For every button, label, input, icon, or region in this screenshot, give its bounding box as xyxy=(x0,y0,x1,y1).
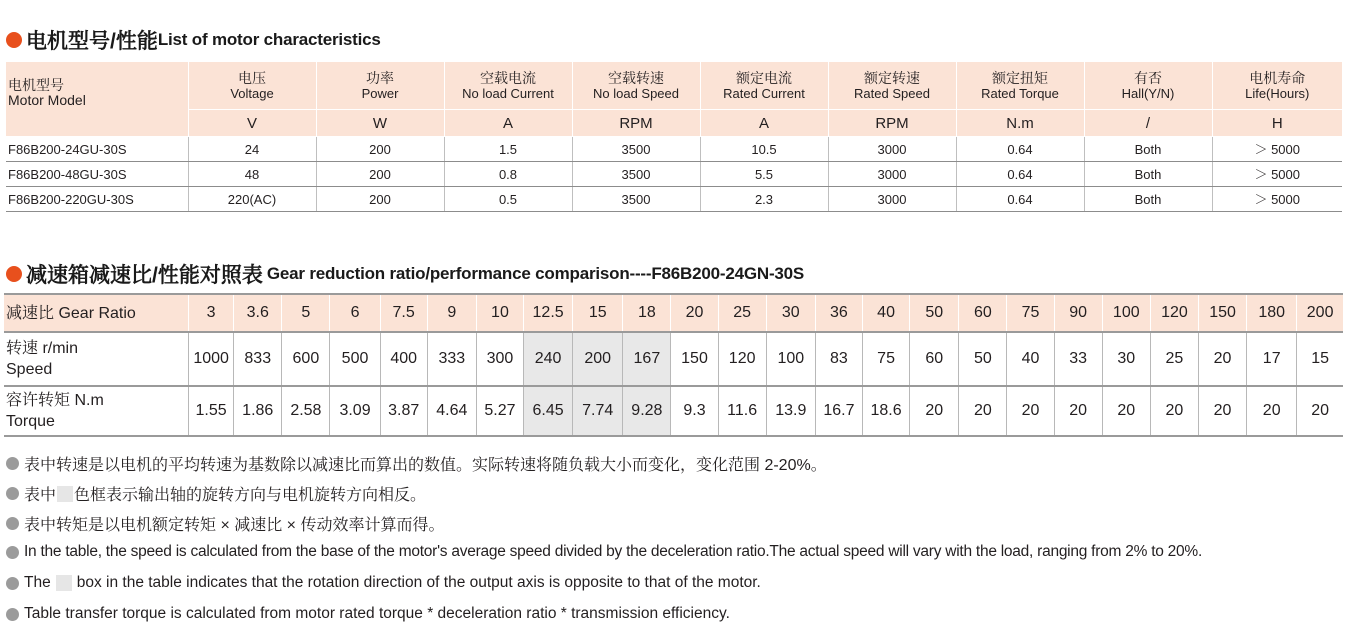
col-en: Rated Current xyxy=(723,85,805,101)
gear-ratio-cell: 5 xyxy=(282,294,330,332)
col-cn: 空载转速 xyxy=(608,69,664,86)
table-cell: 1.5 xyxy=(444,137,572,162)
col-en: Life(Hours) xyxy=(1245,85,1310,101)
speed-cell: 300 xyxy=(476,332,523,386)
model-header-en: Motor Model xyxy=(8,92,86,108)
col-en: Rated Speed xyxy=(854,85,930,101)
note-en-1 xyxy=(6,543,1202,561)
gray-swatch-icon xyxy=(57,486,73,502)
speed-cell: 167 xyxy=(623,332,671,386)
speed-cell: 150 xyxy=(671,332,718,386)
table-cell: 0.64 xyxy=(956,187,1084,212)
gear-ratio-cell: 15 xyxy=(573,294,623,332)
unit-cell: H xyxy=(1212,110,1342,137)
torque-cell: 20 xyxy=(1007,386,1054,436)
gear-ratio-cell: 150 xyxy=(1198,294,1246,332)
speed-cell: 400 xyxy=(380,332,427,386)
gear-ratio-cell: 25 xyxy=(718,294,766,332)
gear-ratio-cell: 12.5 xyxy=(524,294,573,332)
col-cn: 电机寿命 xyxy=(1249,69,1306,86)
note-text: 表中转矩是以电机额定转矩 × 减速比 × 传动效率计算而得。 xyxy=(24,517,445,534)
speed-cell: 333 xyxy=(427,332,476,386)
speed-cell: 500 xyxy=(330,332,380,386)
speed-cell: 33 xyxy=(1054,332,1102,386)
gray-bullet-icon xyxy=(6,487,19,500)
torque-cell: 13.9 xyxy=(766,386,815,436)
gear-ratio-cell: 40 xyxy=(863,294,910,332)
motor-header-row xyxy=(6,62,1342,110)
gear-ratio-cell: 180 xyxy=(1247,294,1297,332)
col-en: Rated Torque xyxy=(981,85,1059,101)
note-text: 表中转速是以电机的平均转速为基数除以减速比而算出的数值。实际转速将随负载大小而变化，变化范围 2-20%。 xyxy=(24,457,827,474)
col-header-no-load-current xyxy=(444,62,572,110)
model-header-cell xyxy=(6,62,188,137)
table-cell: Both xyxy=(1084,162,1212,187)
table-cell: 0.64 xyxy=(956,162,1084,187)
gear-ratio-cell: 50 xyxy=(910,294,959,332)
table-cell: 48 xyxy=(188,162,316,187)
table-cell: 3000 xyxy=(828,162,956,187)
col-header-rated-torque xyxy=(956,62,1084,110)
table-cell: 24 xyxy=(188,137,316,162)
gray-bullet-icon xyxy=(6,546,19,559)
motor-unit-row xyxy=(6,110,1342,137)
table-cell: ＞ 5000 xyxy=(1212,137,1342,162)
speed-cell: 75 xyxy=(863,332,910,386)
table-cell: Both xyxy=(1084,187,1212,212)
col-cn: 电压 xyxy=(238,69,266,86)
note-text: In the table, the speed is calculated from the base of the motor's average speed divided by the deceleration ratio.The actual speed will vary with the load, ranging from 2% to 20%. xyxy=(24,543,1203,560)
col-header-power xyxy=(316,62,444,110)
col-cn: 额定电流 xyxy=(736,69,792,86)
gear-ratio-cell: 6 xyxy=(330,294,380,332)
table-cell: 0.64 xyxy=(956,137,1084,162)
torque-cell: 20 xyxy=(1198,386,1246,436)
torque-label-cn: 容许转矩 N.m xyxy=(6,392,104,409)
gear-ratio-label: 减速比 Gear Ratio xyxy=(4,294,189,332)
unit-cell: A xyxy=(444,110,572,137)
motor-section-title xyxy=(6,25,381,55)
torque-cell: 1.86 xyxy=(234,386,282,436)
note-cn-2 xyxy=(6,482,426,505)
torque-cell: 1.55 xyxy=(189,386,234,436)
table-cell: 220(AC) xyxy=(188,187,316,212)
gear-title-cn: 减速箱减速比/性能对照表 xyxy=(26,264,263,287)
unit-cell: / xyxy=(1084,110,1212,137)
unit-cell: W xyxy=(316,110,444,137)
table-cell: 3500 xyxy=(572,162,700,187)
unit-cell: V xyxy=(188,110,316,137)
gear-ratio-cell: 18 xyxy=(623,294,671,332)
speed-row xyxy=(4,332,1343,386)
torque-cell: 16.7 xyxy=(815,386,862,436)
speed-cell: 20 xyxy=(1198,332,1246,386)
col-cn: 额定转速 xyxy=(864,69,920,86)
table-cell: 2.3 xyxy=(700,187,828,212)
col-header-no-load-speed xyxy=(572,62,700,110)
torque-cell: 9.3 xyxy=(671,386,718,436)
speed-cell: 120 xyxy=(718,332,766,386)
torque-cell: 5.27 xyxy=(476,386,523,436)
motor-model-cell: F86B200-24GU-30S xyxy=(6,137,188,162)
torque-cell: 20 xyxy=(910,386,959,436)
torque-cell: 20 xyxy=(959,386,1007,436)
col-header-rated-current xyxy=(700,62,828,110)
gear-ratio-cell: 36 xyxy=(815,294,862,332)
gear-ratio-cell: 10 xyxy=(476,294,523,332)
note-en-3 xyxy=(6,605,730,623)
note-cn-1 xyxy=(6,452,827,475)
torque-label xyxy=(4,386,189,436)
table-cell: ＞ 5000 xyxy=(1212,187,1342,212)
torque-cell: 4.64 xyxy=(427,386,476,436)
note-text: box in the table indicates that the rotation direction of the output axis is opposite to that of the motor. xyxy=(76,574,761,591)
note-cn-3 xyxy=(6,512,444,535)
unit-cell: A xyxy=(700,110,828,137)
unit-cell: RPM xyxy=(572,110,700,137)
gray-bullet-icon xyxy=(6,517,19,530)
gear-ratio-cell: 9 xyxy=(427,294,476,332)
gear-ratio-row xyxy=(4,294,1343,332)
gray-swatch-icon xyxy=(56,575,72,591)
torque-cell: 20 xyxy=(1150,386,1198,436)
gear-ratio-cell: 120 xyxy=(1150,294,1198,332)
gear-ratio-cell: 200 xyxy=(1297,294,1343,332)
gear-ratio-table xyxy=(4,293,1343,437)
col-header-hall xyxy=(1084,62,1212,110)
torque-cell: 18.6 xyxy=(863,386,910,436)
unit-cell: RPM xyxy=(828,110,956,137)
gear-ratio-cell: 60 xyxy=(959,294,1007,332)
unit-cell: N.m xyxy=(956,110,1084,137)
gear-title-en: Gear reduction ratio/performance comparison----F86B200-24GN-30S xyxy=(266,264,805,283)
speed-label xyxy=(4,332,189,386)
col-header-voltage xyxy=(188,62,316,110)
torque-cell: 20 xyxy=(1102,386,1150,436)
col-en: Hall(Y/N) xyxy=(1121,85,1175,101)
col-en: Voltage xyxy=(230,85,274,101)
col-cn: 空载电流 xyxy=(480,69,536,86)
torque-cell: 3.87 xyxy=(380,386,427,436)
speed-cell: 50 xyxy=(959,332,1007,386)
table-cell: 3000 xyxy=(828,137,956,162)
motor-row xyxy=(6,187,1342,212)
gear-ratio-cell: 90 xyxy=(1054,294,1102,332)
table-cell: Both xyxy=(1084,137,1212,162)
orange-bullet-icon xyxy=(6,32,22,48)
table-cell: 3500 xyxy=(572,137,700,162)
torque-row xyxy=(4,386,1343,436)
motor-title-en: List of motor characteristics xyxy=(157,30,381,49)
motor-model-cell: F86B200-220GU-30S xyxy=(6,187,188,212)
torque-cell: 3.09 xyxy=(330,386,380,436)
speed-cell: 1000 xyxy=(189,332,234,386)
torque-cell: 9.28 xyxy=(623,386,671,436)
speed-cell: 40 xyxy=(1007,332,1054,386)
gear-ratio-cell: 7.5 xyxy=(380,294,427,332)
table-cell: 200 xyxy=(316,187,444,212)
col-en: No load Speed xyxy=(592,85,679,101)
orange-bullet-icon xyxy=(6,266,22,282)
speed-label-cn: 转速 r/min xyxy=(6,340,79,357)
gray-bullet-icon xyxy=(6,457,19,470)
note-text: 表中 xyxy=(24,487,57,504)
motor-title-cn: 电机型号/性能 xyxy=(26,30,158,53)
speed-cell: 83 xyxy=(815,332,862,386)
speed-cell: 240 xyxy=(524,332,573,386)
speed-cell: 30 xyxy=(1102,332,1150,386)
speed-cell: 17 xyxy=(1247,332,1297,386)
gear-section-title xyxy=(6,259,804,289)
torque-cell: 20 xyxy=(1311,402,1330,419)
speed-cell: 100 xyxy=(766,332,815,386)
table-cell: 200 xyxy=(316,162,444,187)
torque-cell: 20 xyxy=(1247,386,1297,436)
torque-cell: 11.6 xyxy=(718,386,766,436)
speed-cell: 25 xyxy=(1150,332,1198,386)
speed-cell: 833 xyxy=(234,332,282,386)
speed-label-en: Speed xyxy=(6,361,53,378)
table-cell: 0.8 xyxy=(444,162,572,187)
motor-characteristics-table xyxy=(6,62,1342,212)
note-text: The xyxy=(24,574,51,591)
model-header-cn: 电机型号 xyxy=(8,77,64,93)
gray-bullet-icon xyxy=(6,577,19,590)
gear-ratio-cell: 3.6 xyxy=(234,294,282,332)
gray-bullet-icon xyxy=(6,608,19,621)
gear-ratio-cell: 3 xyxy=(189,294,234,332)
table-cell: 0.5 xyxy=(444,187,572,212)
motor-model-cell: F86B200-48GU-30S xyxy=(6,162,188,187)
torque-cell: 2.58 xyxy=(282,386,330,436)
gear-ratio-cell: 30 xyxy=(766,294,815,332)
torque-label-en: Torque xyxy=(6,413,55,430)
table-cell: 3500 xyxy=(572,187,700,212)
torque-cell: 20 xyxy=(1054,386,1102,436)
note-text: Table transfer torque is calculated from motor rated torque * deceleration ratio * transmission efficiency. xyxy=(24,605,730,622)
table-cell: ＞ 5000 xyxy=(1212,162,1342,187)
table-cell: 200 xyxy=(316,137,444,162)
speed-cell: 200 xyxy=(573,332,623,386)
col-en: Power xyxy=(361,85,399,101)
gear-ratio-cell: 100 xyxy=(1102,294,1150,332)
col-cn: 功率 xyxy=(366,69,394,86)
speed-cell: 60 xyxy=(910,332,959,386)
col-header-life xyxy=(1212,62,1342,110)
note-text: 色框表示输出轴的旋转方向与电机旋转方向相反。 xyxy=(74,487,427,504)
motor-row xyxy=(6,162,1342,187)
speed-cell: 600 xyxy=(282,332,330,386)
table-cell: 3000 xyxy=(828,187,956,212)
torque-cell: 6.45 xyxy=(524,386,573,436)
motor-row xyxy=(6,137,1342,162)
col-en: No load Current xyxy=(462,85,554,101)
note-en-2 xyxy=(6,574,761,592)
col-cn: 额定扭矩 xyxy=(992,69,1048,86)
speed-cell: 15 xyxy=(1297,332,1343,386)
col-cn: 有否 xyxy=(1134,69,1162,86)
table-cell: 10.5 xyxy=(700,137,828,162)
gear-ratio-cell: 75 xyxy=(1007,294,1054,332)
table-cell: 5.5 xyxy=(700,162,828,187)
gear-ratio-cell: 20 xyxy=(671,294,718,332)
torque-cell: 7.74 xyxy=(573,386,623,436)
col-header-rated-speed xyxy=(828,62,956,110)
